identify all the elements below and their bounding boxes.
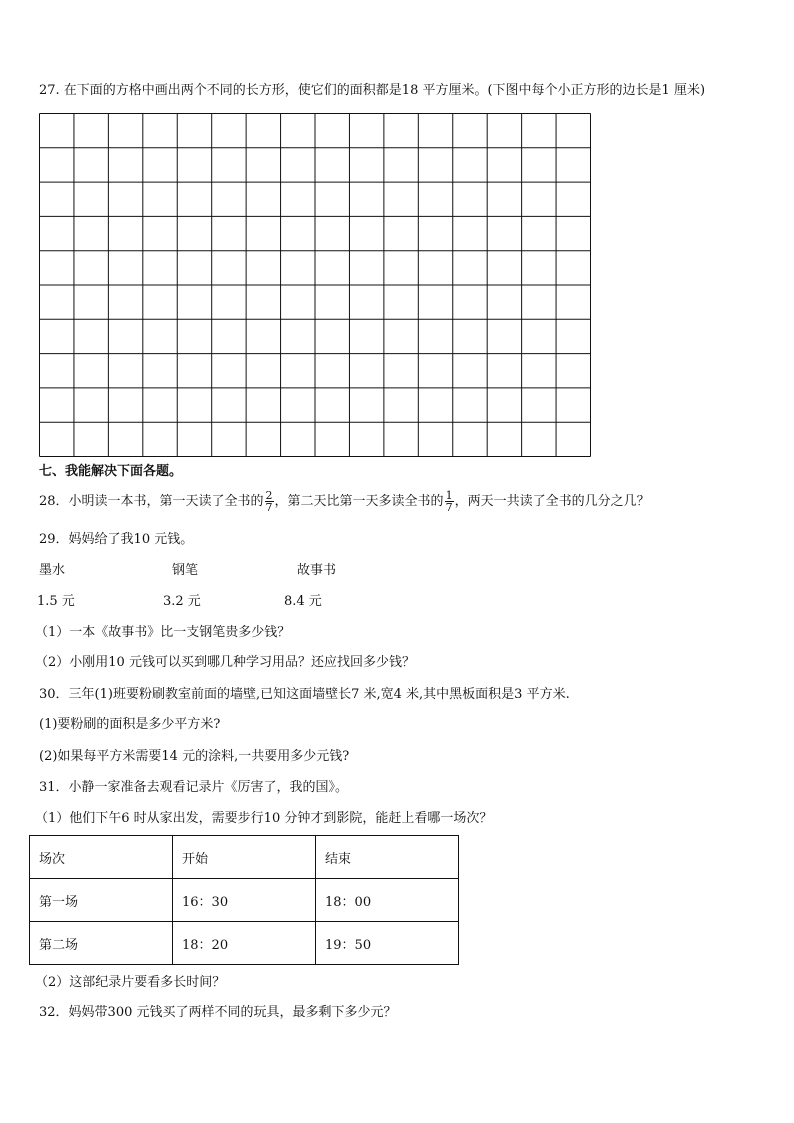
q31-schedule-table: [29, 835, 459, 965]
table-header-row: [30, 836, 459, 879]
q29-item-name-pen: 钢笔: [172, 563, 199, 578]
q28-part2: ，第二天比第一天多读全书的: [274, 494, 444, 509]
q30-sub2: (2)如果每平方米需要14 元的涂料,一共要用多少元钱?: [39, 749, 350, 764]
q28-part3: ，两天一共读了全书的几分之几？: [454, 494, 650, 509]
table-cell: 19：50: [316, 922, 459, 965]
q32-title: 32．妈妈带300 元钱买了两样不同的玩具，最多剩下多少元？: [39, 1005, 397, 1020]
q29-item-price-storybook: 8.4 元: [284, 594, 322, 609]
q28-text: [39, 484, 650, 520]
table-cell: 第一场: [30, 879, 173, 922]
q28-frac1-denominator: 7: [265, 501, 273, 514]
q29-item-price-ink: 1.5 元: [37, 594, 75, 609]
q31-title: 31．小静一家准备去观看记录片《厉害了，我的国》。: [39, 780, 349, 795]
q31-sub2: （2）这部纪录片要看多长时间？: [35, 975, 226, 990]
q29-sub1: （1）一本《故事书》比一支钢笔贵多少钱？: [35, 625, 291, 640]
table-cell: 第二场: [30, 922, 173, 965]
q30-sub1: (1)要粉刷的面积是多少平方米?: [39, 717, 221, 732]
q29-title: 29．妈妈给了我10 元钱。: [39, 532, 194, 547]
q28-part1: 28．小明读一本书，第一天读了全书的: [39, 494, 264, 509]
q27-text: 27. 在下面的方格中画出两个不同的长方形，使它们的面积都是18 平方厘米。(下图中每个小正方形的边长是1 厘米): [39, 83, 706, 98]
table-header-cell: 结束: [316, 836, 459, 879]
table-row: [30, 922, 459, 965]
section-7-title: 七、我能解决下面各题。: [39, 464, 183, 479]
table-cell: 18：20: [173, 922, 316, 965]
table-header-cell: 开始: [173, 836, 316, 879]
q28-fraction-1-7: [445, 490, 454, 513]
q31-sub1: （1）他们下午6 时从家出发，需要步行10 分钟才到影院，能赶上看哪一场次？: [35, 811, 493, 826]
q29-item-name-ink: 墨水: [39, 563, 66, 578]
table-cell: 18：00: [316, 879, 459, 922]
q29-sub2: （2）小刚用10 元钱可以买到哪几种学习用品？还应找回多少钱？: [35, 655, 415, 670]
q30-title: 30．三年(1)班要粉刷教室前面的墙壁,已知这面墙壁长7 米,宽4 米,其中黑板面积是3 平方米.: [39, 687, 570, 702]
table-row: [30, 879, 459, 922]
square-grid-lines: [39, 113, 591, 457]
q28-fraction-2-7: [265, 490, 274, 513]
q28-frac2-denominator: 7: [445, 501, 453, 514]
q28-frac1-numerator: 2: [265, 489, 273, 502]
q29-item-price-pen: 3.2 元: [163, 594, 201, 609]
table-header-cell: 场次: [30, 836, 173, 879]
q29-item-name-storybook: 故事书: [297, 563, 337, 578]
q28-frac2-numerator: 1: [445, 489, 453, 502]
q27-square-grid: [39, 113, 591, 457]
table-cell: 16：30: [173, 879, 316, 922]
